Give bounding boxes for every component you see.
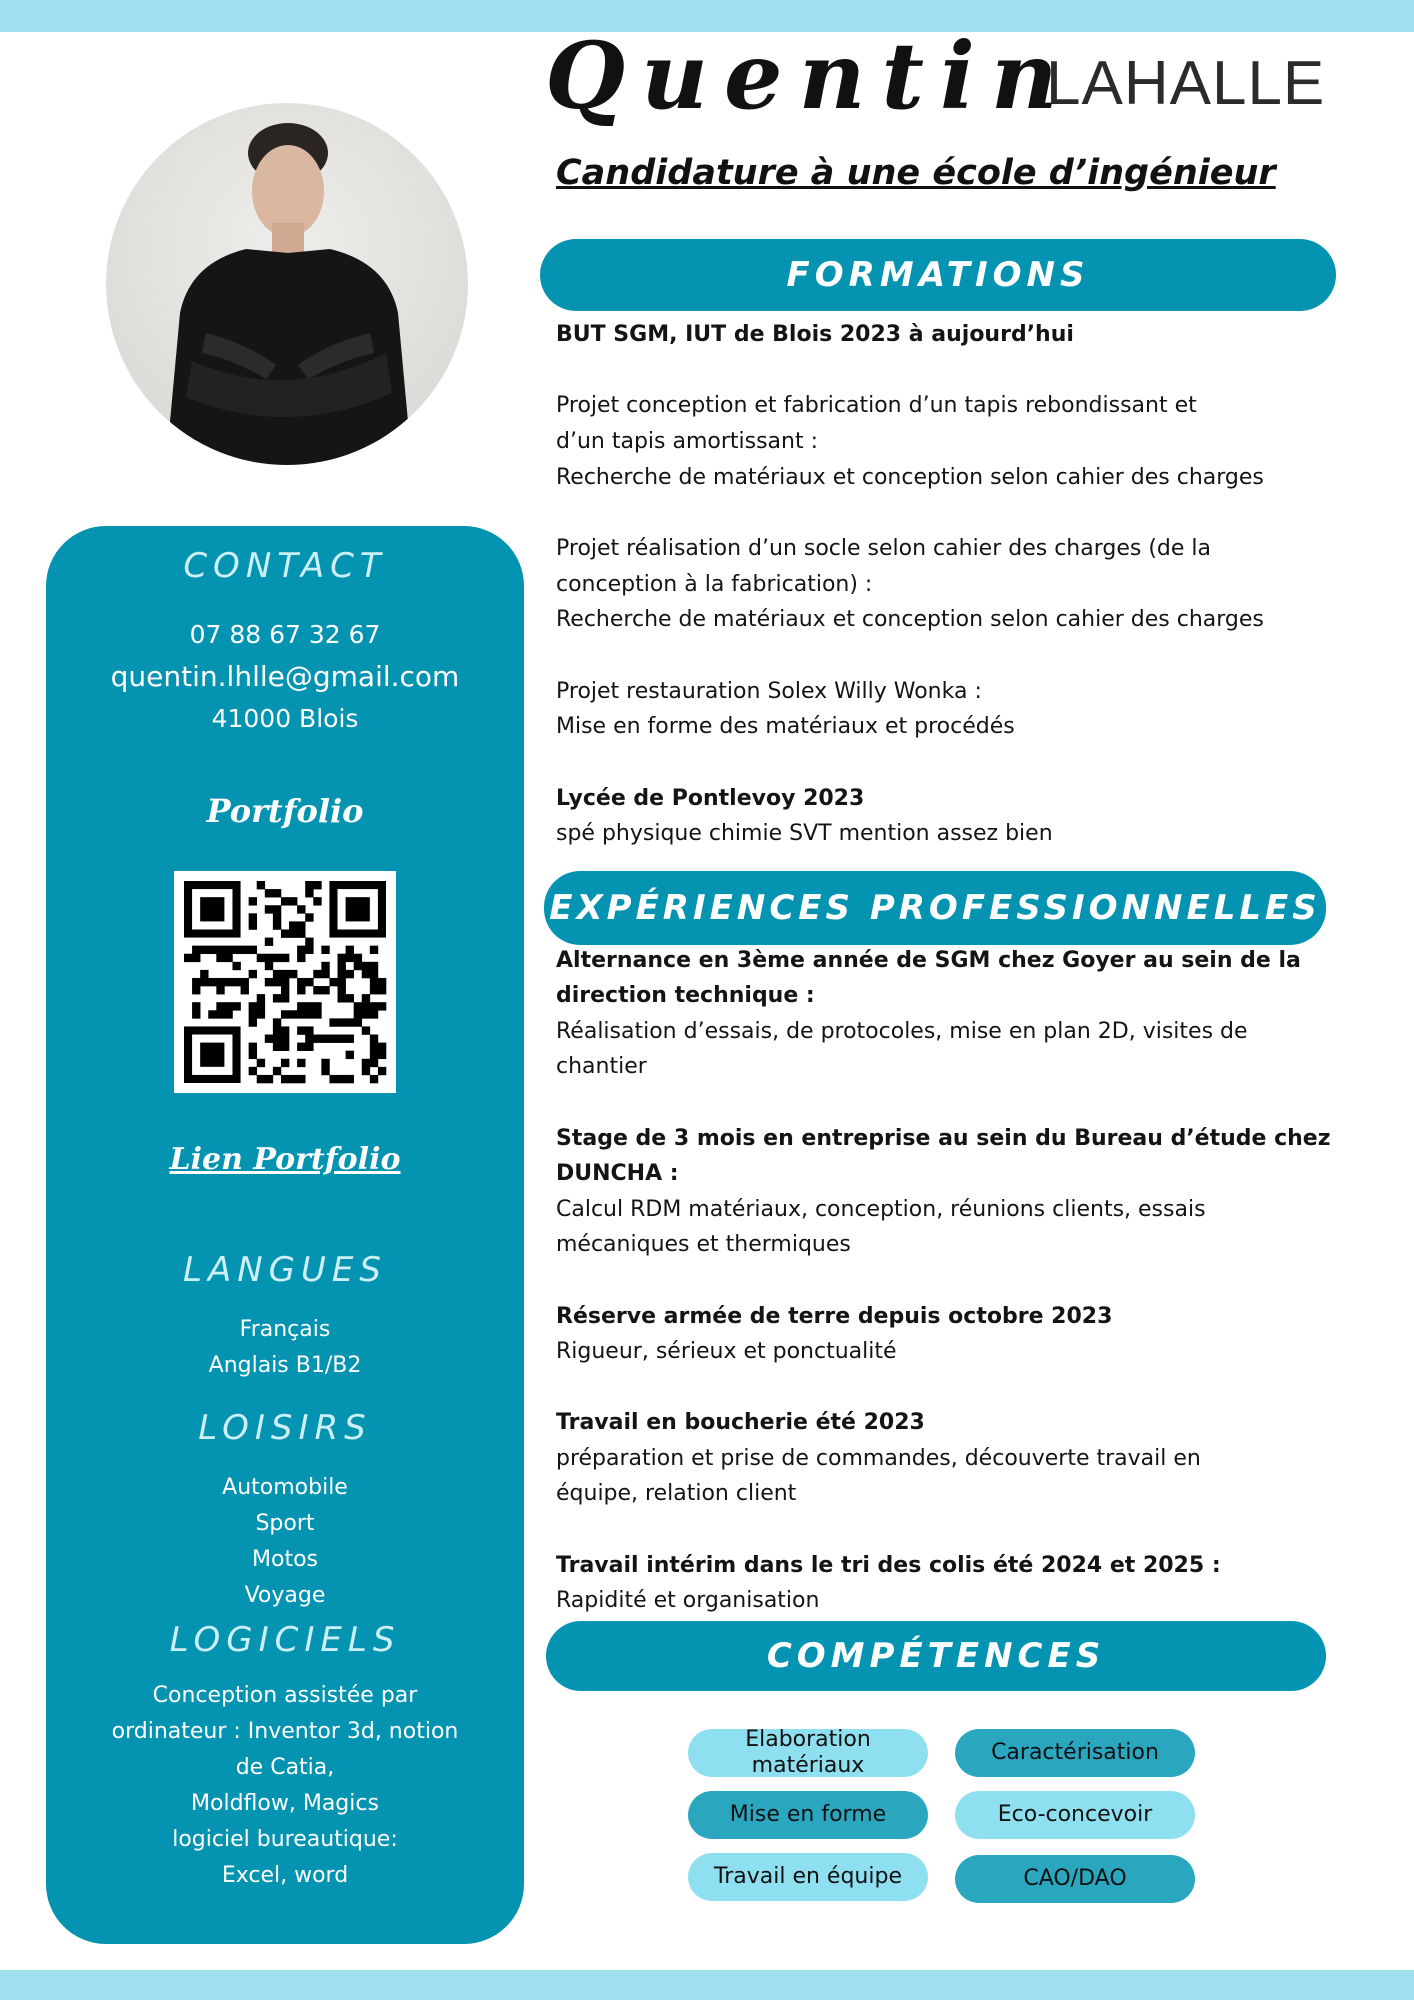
formation-title: Lycée de Pontlevoy 2023 (556, 786, 865, 811)
experience-title: Stage de 3 mois en entreprise au sein du Bureau d’étude chez (556, 1126, 1331, 1151)
email-address[interactable]: quentin.lhlle@gmail.com (110, 660, 460, 693)
formation-title: BUT SGM, IUT de Blois 2023 à aujourd’hui (556, 322, 1074, 347)
portfolio-qr-code[interactable] (174, 871, 396, 1093)
formation-line: spé physique chimie SVT mention assez bien (556, 821, 1053, 846)
language-item: Anglais B1/B2 (208, 1353, 362, 1378)
first-name: Quentin (545, 22, 1074, 130)
formation-line: Recherche de matériaux et conception selon cahier des charges (556, 607, 1264, 632)
software-line: logiciel bureautique: (172, 1827, 398, 1852)
hobby-item: Motos (252, 1547, 318, 1572)
hobby-item: Automobile (222, 1475, 348, 1500)
formation-line: Mise en forme des matériaux et procédés (556, 714, 1015, 739)
formation-line: d’un tapis amortissant : (556, 429, 819, 454)
experience-line: Réalisation d’essais, de protocoles, mise en plan 2D, visites de (556, 1019, 1248, 1044)
bottom-color-band (0, 1970, 1414, 2000)
formation-line: Projet réalisation d’un socle selon cahier des charges (de la (556, 536, 1212, 561)
skill-chip: CAO/DAO (955, 1855, 1195, 1903)
experience-line: Rapidité et organisation (556, 1588, 820, 1613)
profile-photo (106, 103, 468, 465)
experience-line: Rigueur, sérieux et ponctualité (556, 1339, 897, 1364)
software-line: Excel, word (221, 1863, 349, 1888)
experience-title: direction technique : (556, 983, 815, 1008)
portfolio-link[interactable]: Lien Portfolio (169, 1142, 401, 1177)
hobby-item: Voyage (244, 1583, 326, 1608)
skill-chip: Elaboration matériaux (688, 1729, 928, 1777)
skill-chip: Travail en équipe (688, 1853, 928, 1901)
contact-block (66, 614, 504, 740)
language-item: Français (239, 1317, 331, 1342)
experience-title: Réserve armée de terre depuis octobre 2023 (556, 1304, 1113, 1329)
experiences-heading: EXPÉRIENCES PROFESSIONNELLES (544, 871, 1326, 945)
experience-title: Alternance en 3ème année de SGM chez Goyer au sein de la (556, 948, 1301, 973)
formation-line: Recherche de matériaux et conception selon cahier des charges (556, 465, 1264, 490)
experience-line: chantier (556, 1054, 647, 1079)
languages-heading: LANGUES (183, 1250, 387, 1290)
hobby-item: Sport (255, 1511, 315, 1536)
software-line: Conception assistée par (152, 1683, 418, 1708)
software-line: Moldflow, Magics (191, 1791, 379, 1816)
experience-title: Travail en boucherie été 2023 (556, 1410, 925, 1435)
phone-number: 07 88 67 32 67 (189, 620, 381, 649)
experience-line: équipe, relation client (556, 1481, 797, 1506)
experience-title: Travail intérim dans le tri des colis été 2024 et 2025 : (556, 1553, 1221, 1578)
formation-line: Projet restauration Solex Willy Wonka : (556, 679, 982, 704)
skills-heading: COMPÉTENCES (546, 1621, 1326, 1691)
software-line: de Catia, (235, 1755, 335, 1780)
formation-line: conception à la fabrication) : (556, 572, 873, 597)
skill-chip: Mise en forme (688, 1791, 928, 1839)
hobbies-list (66, 1470, 504, 1614)
experience-title: DUNCHA : (556, 1161, 679, 1186)
sidebar (46, 526, 524, 1944)
experience-line: Calcul RDM matériaux, conception, réunions clients, essais (556, 1197, 1206, 1222)
city: 41000 Blois (211, 704, 359, 733)
skill-chip: Caractérisation (955, 1729, 1195, 1777)
software-heading: LOGICIELS (169, 1620, 401, 1660)
formation-line: Projet conception et fabrication d’un tapis rebondissant et (556, 393, 1197, 418)
software-list (66, 1678, 504, 1894)
cv-subtitle: Candidature à une école d’ingénieur (556, 153, 1276, 193)
languages-list (66, 1312, 504, 1384)
experience-line: mécaniques et thermiques (556, 1232, 851, 1257)
contact-heading: CONTACT (183, 546, 387, 586)
experience-line: préparation et prise de commandes, découverte travail en (556, 1446, 1201, 1471)
portfolio-heading: Portfolio (206, 792, 364, 830)
skill-chip: Eco-concevoir (955, 1791, 1195, 1839)
formations-heading: FORMATIONS (540, 239, 1336, 311)
hobbies-heading: LOISIRS (198, 1408, 372, 1448)
last-name: LAHALLE (1046, 49, 1326, 118)
software-line: ordinateur : Inventor 3d, notion (111, 1719, 459, 1744)
